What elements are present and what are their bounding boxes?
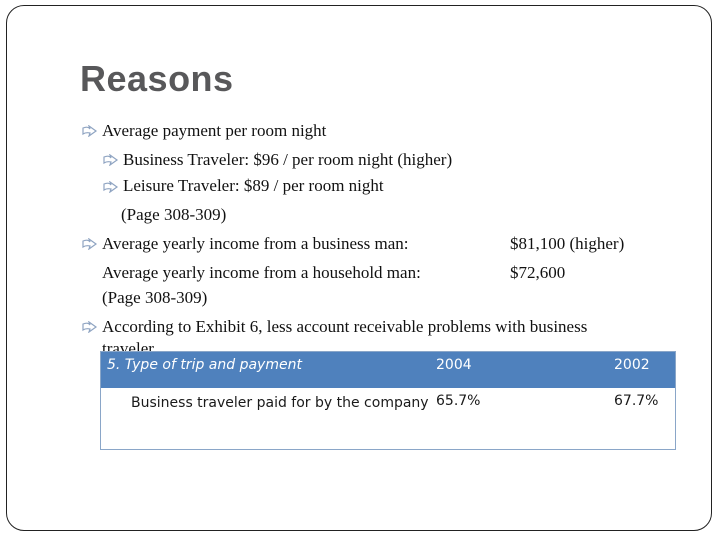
table-row xyxy=(101,388,676,450)
arrow-bullet-icon xyxy=(82,125,98,137)
business-income-value: $81,100 (higher) xyxy=(510,234,625,253)
sub-bullet-leisure-traveler: Leisure Traveler: $89 / per room night xyxy=(123,176,384,195)
table-header-row xyxy=(101,352,676,389)
page-reference: (Page 308-309) xyxy=(121,205,227,224)
arrow-bullet-icon xyxy=(82,238,98,250)
page-reference: (Page 308-309) xyxy=(102,288,208,307)
bullet-exhibit-6-continued: traveler xyxy=(102,339,154,358)
header-cell: 5. Type of trip and payment xyxy=(107,357,302,373)
header-cell: 2002 xyxy=(614,357,650,373)
arrow-bullet-icon xyxy=(103,181,119,193)
arrow-bullet-icon xyxy=(103,154,119,166)
exhibit-table xyxy=(100,351,676,450)
table-cell: 67.7% xyxy=(613,388,676,450)
bullet-exhibit-6: According to Exhibit 6, less account receivable problems with business xyxy=(102,317,588,336)
household-income-value: $72,600 xyxy=(510,263,566,282)
header-cell: 2004 xyxy=(436,357,472,373)
bullet-average-payment: Average payment per room night xyxy=(102,121,327,140)
slide-title: Reasons xyxy=(80,58,234,99)
bullet-business-income: Average yearly income from a business man: xyxy=(102,234,409,253)
arrow-bullet-icon xyxy=(82,321,98,333)
table-cell: Business traveler paid for by the company xyxy=(101,388,436,450)
household-income: Average yearly income from a household man: xyxy=(102,263,421,282)
table-cell: 65.7% xyxy=(435,388,613,450)
sub-bullet-business-traveler: Business Traveler: $96 / per room night (higher) xyxy=(123,150,453,169)
